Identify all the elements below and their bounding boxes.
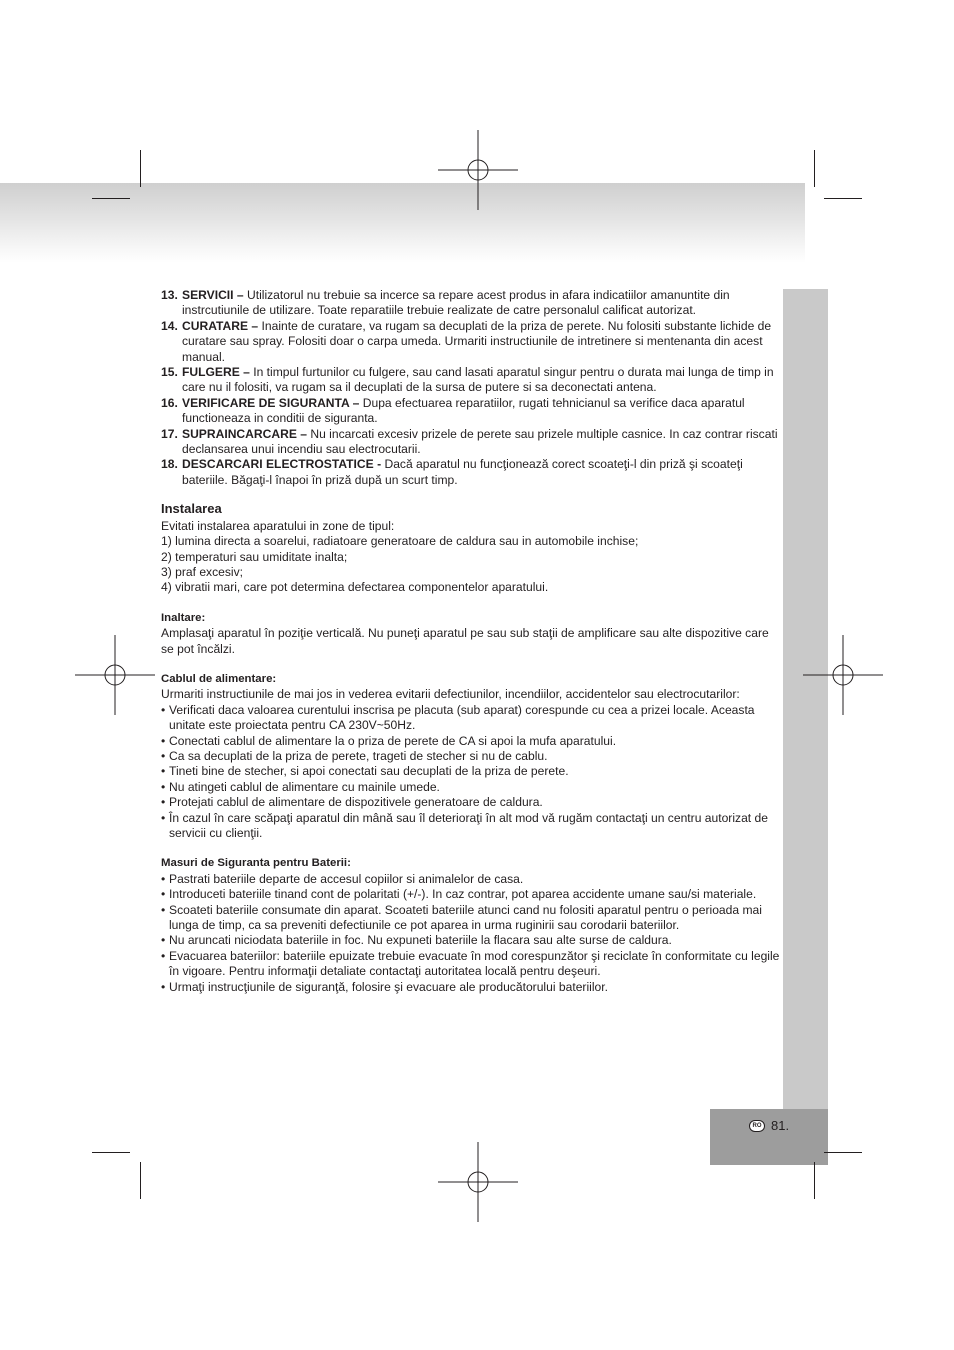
item-number: 15.	[161, 365, 178, 380]
paragraph: Amplasaţi aparatul în poziţie verticală. Nu puneţi aparatul pe sau sub staţii de amplificare sau alte dispozitive care se pot încălzi.	[161, 626, 769, 656]
bullet-item: • Scoateti bateriile consumate din aparat. Scoateti bateriile atunci cand nu folositi aparatul pentru o perioada mai lunga de timp, ca sa preveniti defectiunile ce pot aparea in urma ruginirii sau corodarii bateriilor.	[161, 903, 781, 934]
item-label: SERVICII –	[182, 288, 244, 302]
bullet-item: • În cazul în care scăpaţi aparatul din mână sau îl deterioraţi în alt mod vă rugăm contactaţi un centru autorizat de servicii cu clienţii.	[161, 811, 781, 842]
list-item	[161, 457, 781, 488]
bullet-item: • Verificati daca valoarea curentului inscrisa pe placuta (sub aparat) corespunde cu cea a prizei locale. Aceasta unitate este proiectata pentru CA 230V~50Hz.	[161, 703, 781, 734]
bullet-item: • Ca sa decuplati de la priza de perete, trageti de stecher si nu de cablu.	[161, 749, 781, 764]
crop-mark	[824, 1152, 862, 1153]
header-band	[0, 183, 805, 263]
bullet-item: • Nu aruncati niciodata bateriile in foc. Nu expuneti bateriile la flacara sau alte surse de caldura.	[161, 933, 781, 948]
item-label: SUPRAINCARCARE –	[182, 426, 307, 441]
section-title-instalarea: Instalarea	[161, 501, 222, 517]
item-number: 14.	[161, 318, 178, 333]
registration-mark-icon	[803, 635, 883, 715]
list-item	[161, 288, 781, 319]
crop-mark	[140, 150, 141, 187]
crop-mark	[824, 198, 862, 199]
bullet-item: • Introduceti bateriile tinand cont de polaritati (+/-). In caz contrar, pot aparea accidente umane sau/si materiale.	[161, 887, 781, 902]
subsection-title-baterii: Masuri de Siguranta pentru Baterii:	[161, 857, 351, 870]
registration-mark-icon	[438, 1142, 518, 1222]
bullet-item: • Pastrati bateriile departe de accesul copiilor si animalelor de casa.	[161, 872, 781, 887]
crop-mark	[92, 1152, 130, 1153]
item-number: 16.	[161, 395, 178, 410]
list-line: 4) vibratii mari, care pot determina defectarea componentelor aparatului.	[161, 580, 549, 595]
registration-mark-icon	[75, 635, 155, 715]
page-number: 81.	[771, 1118, 790, 1133]
item-number: 18.	[161, 457, 178, 472]
item-label: FULGERE –	[182, 365, 250, 380]
item-text: Dupa efectuarea reparatiilor, rugati tehnicianul sa verifice daca aparatul functioneaza in conditii de siguranta.	[182, 395, 745, 426]
list-item	[161, 319, 781, 365]
item-text: Utilizatorul nu trebuie sa incerce sa repare acest produs in afara indicatiilor amanuntite din instrcutiunile de utilizare. Toate reparatiile trebuie realizate de catre personalul calificat autorizat.	[182, 288, 730, 318]
item-text: Inainte de curatare, va rugam sa decuplati de la priza de perete. Nu folositi substante lichide de curatare sau spray. Folositi doar o carpa umeda. Urmariti instructiunile de intretinere si mentenanta din acest manual.	[182, 318, 772, 364]
list-line: 2) temperaturi sau umiditate inalta;	[161, 549, 348, 564]
item-number: 17.	[161, 426, 178, 441]
item-number: 13.	[161, 288, 178, 302]
item-text: Nu incarcati excesiv prizele de perete sau prizele multiple casnice. In caz contrar riscati declansarea unui incendiu sau electrocutarii.	[182, 426, 778, 457]
bullet-item: • Protejati cablul de alimentare de dispozitivele generatoare de caldura.	[161, 795, 781, 810]
list-line: 1) lumina directa a soarelui, radiatoare generatoare de caldura sau in automobile inchise;	[161, 534, 639, 549]
list-line: 3) praf excesiv;	[161, 564, 243, 579]
crop-mark	[814, 1162, 815, 1199]
bullet-item: • Evacuarea bateriilor: bateriile epuizate trebuie evacuate în mod corespunzător şi reciclate în conformitate cu legile în vigoare. Pentru informaţii detaliate contactaţi autoritatea locală pentru deşeuri.	[161, 949, 781, 980]
bullet-item: • Urmaţi instrucţiunile de siguranţă, folosire şi evacuare ale producătorului bateriilor.	[161, 980, 781, 995]
item-label: VERIFICARE DE SIGURANTA –	[182, 395, 360, 410]
subsection-title-cablul: Cablul de alimentare:	[161, 672, 277, 685]
paragraph: Urmariti instructiunile de mai jos in vederea evitarii defectiunilor, incendiilor, accidentelor sau electrocutarilor:	[161, 687, 740, 702]
list-item	[161, 365, 781, 396]
item-text: In timpul furtunilor cu fulgere, sau cand lasati aparatul singur pentru o durata mai lunga de timp in care nu il folositi, va rugam sa il decuplati de la sursa de putere si sa deconectati antena.	[182, 365, 774, 395]
registration-mark-icon	[438, 130, 518, 210]
subsection-title-inaltare: Inaltare:	[161, 611, 206, 624]
bullet-item: • Tineti bine de stecher, si apoi conectati sau decuplati de la priza de perete.	[161, 764, 781, 779]
crop-mark	[140, 1162, 141, 1199]
page-number-tab	[710, 1109, 828, 1165]
page-content	[161, 288, 781, 995]
numbered-list	[161, 288, 781, 488]
list-item	[161, 396, 781, 427]
bullet-item: • Nu atingeti cablul de alimentare cu mainile umede.	[161, 780, 781, 795]
crop-mark	[814, 150, 815, 187]
item-label: DESCARCARI ELECTROSTATICE -	[182, 457, 382, 472]
language-badge: RO	[749, 1120, 765, 1132]
item-label: CURATARE –	[182, 318, 259, 333]
list-item	[161, 427, 781, 458]
paragraph: Evitati instalarea aparatului in zone de tipul:	[161, 518, 395, 533]
bullet-item: • Conectati cablul de alimentare la o priza de perete de CA si apoi la mufa aparatului.	[161, 734, 781, 749]
item-text: Dacă aparatul nu funcţionează corect scoateţi-l din priză şi scoateţi bateriile. Băgaţi-l înapoi în priză după un scurt timp.	[182, 457, 743, 487]
crop-mark	[92, 198, 130, 199]
